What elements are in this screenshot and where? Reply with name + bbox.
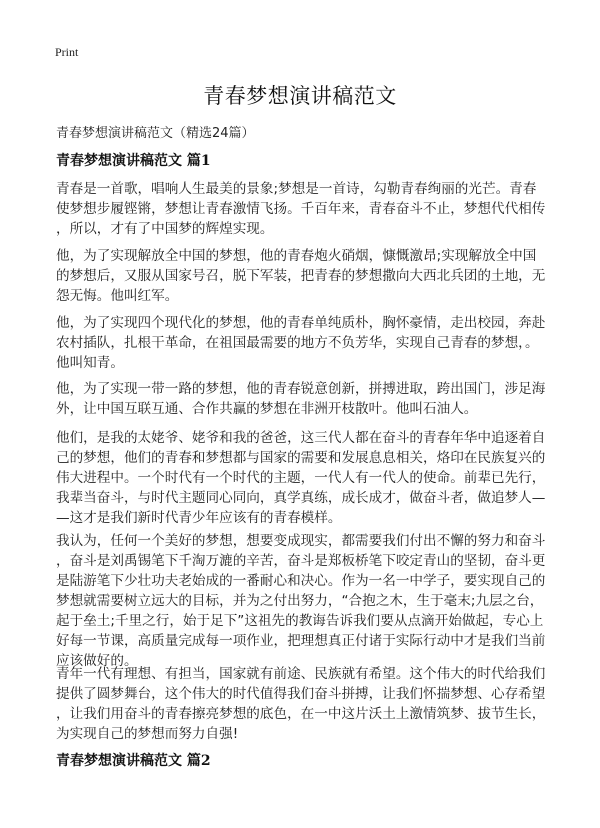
- section-heading-1: 青春梦想演讲稿范文 篇1: [56, 153, 211, 169]
- paragraph-line: 使梦想步履铿锵，梦想让青春激情飞扬。千百年来，青春奋斗不止，梦想代代相传: [56, 201, 546, 217]
- paragraph-line: 他，为了实现一带一路的梦想，他的青春锐意创新，拼搏进取，跨出国门，涉足海: [56, 381, 546, 397]
- paragraph-line: 青春是一首歌，唱响人生最美的景象;梦想是一首诗，勾勒青春绚丽的光芒。青春: [56, 181, 537, 197]
- paragraph-line: 他，为了实现四个现代化的梦想，他的青春单纯质朴，胸怀豪情，走出校园，奔赴: [56, 315, 546, 331]
- paragraph-line: 起于垒土;千里之行，始于足下”这祖先的教诲告诉我们要从点滴开始做起，专心上: [56, 613, 544, 629]
- paragraph: [56, 179, 556, 239]
- paragraph: [56, 379, 556, 419]
- paragraph: [56, 428, 556, 528]
- paragraph-line: 他，为了实现解放全中国的梦想，他的青春炮火硝烟，慷慨激昂;实现解放全中国: [56, 248, 537, 264]
- paragraph-line: 他叫知青。: [56, 355, 124, 371]
- paragraph-line: 好每一节课，高质量完成每一项作业，把理想真正付诸于实际行动中才是我们当前: [56, 633, 546, 649]
- paragraph-line: 的梦想后，又服从国家号召，脱下军装，把青春的梦想撒向大西北兵团的土地，无: [56, 268, 546, 284]
- paragraph: [56, 246, 556, 306]
- section-heading-2: 青春梦想演讲稿范文 篇2: [56, 753, 211, 769]
- paragraph-line: 伟大进程中。一个时代有一个时代的主题，一代人有一代人的使命。前辈已先行，: [56, 470, 546, 486]
- paragraph-line: 我认为，任何一个美好的梦想，想要变成现实，都需要我们付出不懈的努力和奋斗: [56, 533, 546, 549]
- document-title: 青春梦想演讲稿范文: [203, 84, 397, 108]
- paragraph-line: 农村插队，扎根干革命，在祖国最需要的地方不负芳华，实现自己青春的梦想，。: [56, 335, 539, 351]
- paragraph-line: —这才是我们新时代青少年应该有的青春模样。: [56, 510, 342, 526]
- paragraph-line: 己的梦想，他们的青春和梦想都与国家的需要和发展息息相关，烙印在民族复兴的: [56, 450, 546, 466]
- paragraph-line: 是陆游笔下少壮功夫老始成的一番耐心和决心。作为一名一中学子，要实现自己的: [56, 573, 546, 589]
- paragraph-line: ，让我们用奋斗的青春擦亮梦想的底色，在一中这片沃土上激情筑梦、拔节生长，: [56, 706, 546, 722]
- paragraph: [56, 531, 556, 671]
- paragraph-line: ，奋斗是刘禹锡笔下千淘万漉的辛苦，奋斗是郑板桥笔下咬定青山的坚韧，奋斗更: [56, 553, 546, 569]
- paragraph-line: 我辈当奋斗，与时代主题同心同向，真学真练，成长成才，做奋斗者，做追梦人—: [56, 490, 546, 506]
- document-subtitle: 青春梦想演讲稿范文（精选24篇）: [56, 126, 255, 141]
- paragraph-line: 怨无悔。他叫红军。: [56, 288, 179, 304]
- paragraph-line: 外，让中国互联互通、合作共赢的梦想在非洲开枝散叶。他叫石油人。: [56, 401, 478, 417]
- paragraph-line: 梦想就需要树立远大的目标，并为之付出努力，“合抱之木，生于毫末;九层之台，: [56, 593, 544, 609]
- paragraph-line: ，所以，才有了中国梦的辉煌实现。: [56, 221, 274, 237]
- print-label: Print: [55, 45, 79, 59]
- paragraph-line: 他们，是我的太姥爷、姥爷和我的爸爸，这三代人都在奋斗的青春年华中追逐着自: [56, 430, 546, 446]
- paragraph-line: 青年一代有理想、有担当，国家就有前途、民族就有希望。这个伟大的时代给我们: [56, 666, 546, 682]
- paragraph: [56, 313, 556, 373]
- paragraph-line: 提供了圆梦舞台，这个伟大的时代值得我们奋斗拼搏，让我们怀揣梦想、心存希望: [56, 686, 546, 702]
- paragraph-line: 为实现自己的梦想而努力自强!: [56, 726, 239, 742]
- paragraph: [56, 664, 556, 744]
- paragraph-line: 应该做好的。: [56, 653, 138, 669]
